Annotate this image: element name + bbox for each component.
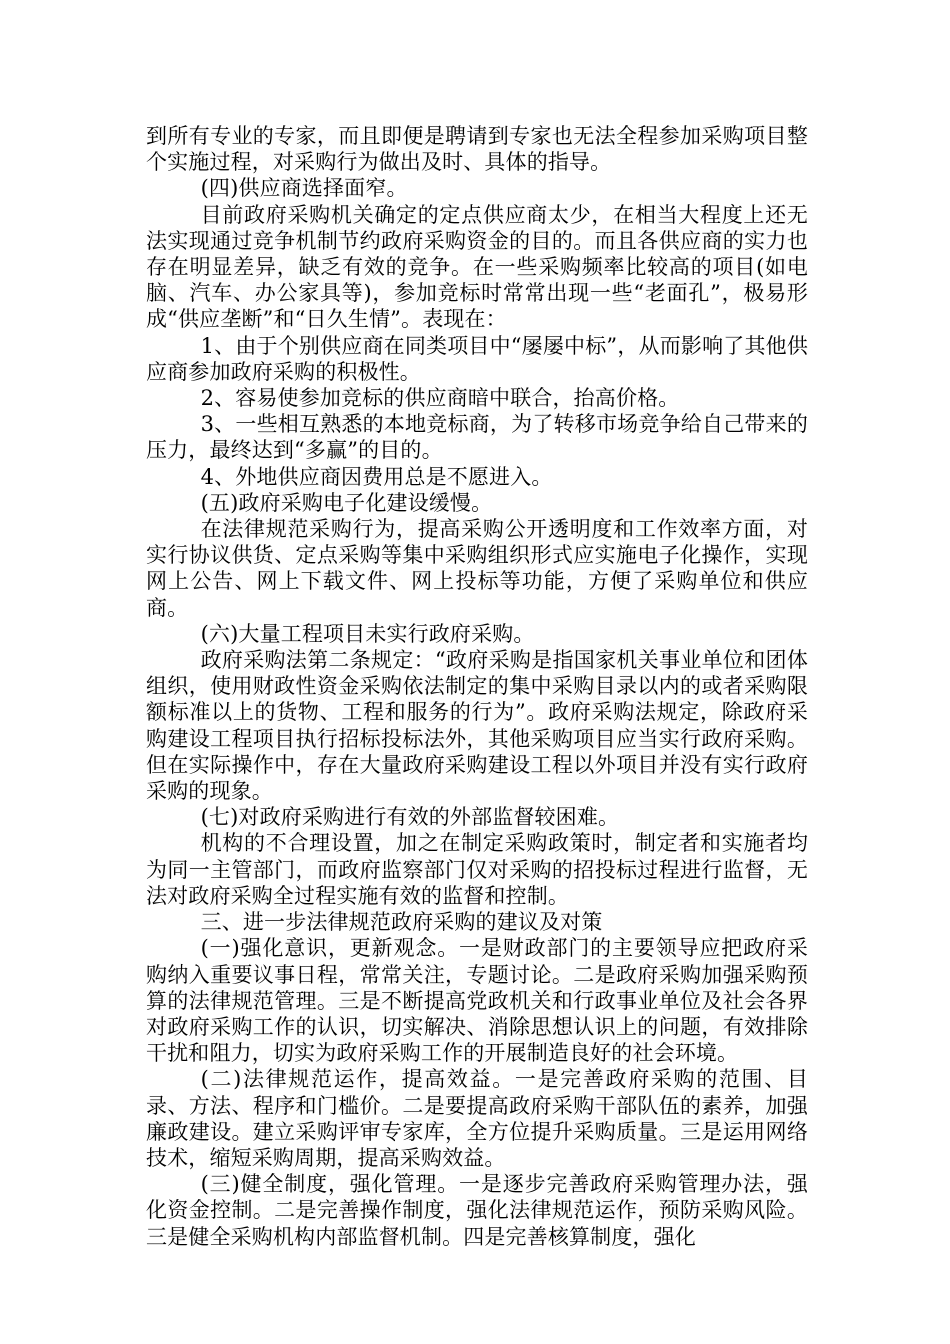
paragraph: (五)政府采购电子化建设缓慢。: [200, 490, 493, 515]
paragraph: 2、容易使参加竞标的供应商暗中联合，抬高价格。: [200, 386, 680, 411]
paragraph: 三、进一步法律规范政府采购的建议及对策: [200, 910, 603, 935]
paragraph: (七)对政府采购进行有效的外部监督较困难。: [200, 805, 620, 830]
paragraph: (六)大量工程项目未实行政府采购。: [200, 621, 535, 646]
paragraph: 在法律规范采购行为，提高采购公开透明度和工作效率方面，对实行协议供货、定点采购等集中采购组织形式应实施电子化操作，实现网上公告、网上下载文件、网上投标等功能，方便了采购单位和供应商。: [146, 517, 808, 620]
paragraph: 3、一些相互熟悉的本地竞标商，为了转移市场竞争给自己带来的压力，最终达到“多赢”的目的。: [146, 412, 808, 463]
paragraph: 到所有专业的专家，而且即便是聘请到专家也无法全程参加采购项目整个实施过程，对采购行为做出及时、具体的指导。: [146, 124, 808, 175]
paragraph: 政府采购法第二条规定：“政府采购是指国家机关事业单位和团体组织，使用财政性资金采购依法制定的集中采购目录以内的或者采购限额标准以上的货物、工程和服务的行为”。政府采购法规定，除政府采购建设工程项目执行招标投标法外，其他采购项目应当实行政府采购。但在实际操作中，存在大量政府采购建设工程以外项目并没有实行政府采购的现象。: [146, 648, 808, 804]
document-body: [146, 123, 808, 1250]
paragraph: (三)健全制度，强化管理。一是逐步完善政府采购管理办法，强化资金控制。二是完善操作制度，强化法律规范运作，预防采购风险。三是健全采购机构内部监督机制。四是完善核算制度，强化: [146, 1172, 808, 1249]
paragraph: 4、外地供应商因费用总是不愿进入。: [200, 464, 553, 489]
paragraph: (一)强化意识，更新观念。一是财政部门的主要领导应把政府采购纳入重要议事日程，常常关注，专题讨论。二是政府采购加强采购预算的法律规范管理。三是不断提高党政机关和行政事业单位及社会各界对政府采购工作的认识，切实解决、消除思想认识上的问题，有效排除干扰和阻力，切实为政府采购工作的开展制造良好的社会环境。: [146, 936, 808, 1066]
paragraph: 1、由于个别供应商在同类项目中“屡屡中标”，从而影响了其他供应商参加政府采购的积极性。: [146, 333, 808, 384]
paragraph: (四)供应商选择面窄。: [200, 176, 408, 201]
paragraph: 目前政府采购机关确定的定点供应商太少，在相当大程度上还无法实现通过竞争机制节约政府采购资金的目的。而且各供应商的实力也存在明显差异，缺乏有效的竞争。在一些采购频率比较高的项目(如电脑、汽车、办公家具等)，参加竞标时常常出现一些“老面孔”，极易形成“供应垄断”和“日久生情”。表现在：: [146, 202, 808, 332]
paragraph: (二)法律规范运作，提高效益。一是完善政府采购的范围、目录、方法、程序和门槛价。二是要提高政府采购干部队伍的素养，加强廉政建设。建立采购评审专家库，全方位提升采购质量。三是运用网络技术，缩短采购周期，提高采购效益。: [146, 1067, 808, 1170]
paragraph: 机构的不合理设置，加之在制定采购政策时，制定者和实施者均为同一主管部门，而政府监察部门仅对采购的招投标过程进行监督，无法对政府采购全过程实施有效的监督和控制。: [146, 831, 808, 908]
